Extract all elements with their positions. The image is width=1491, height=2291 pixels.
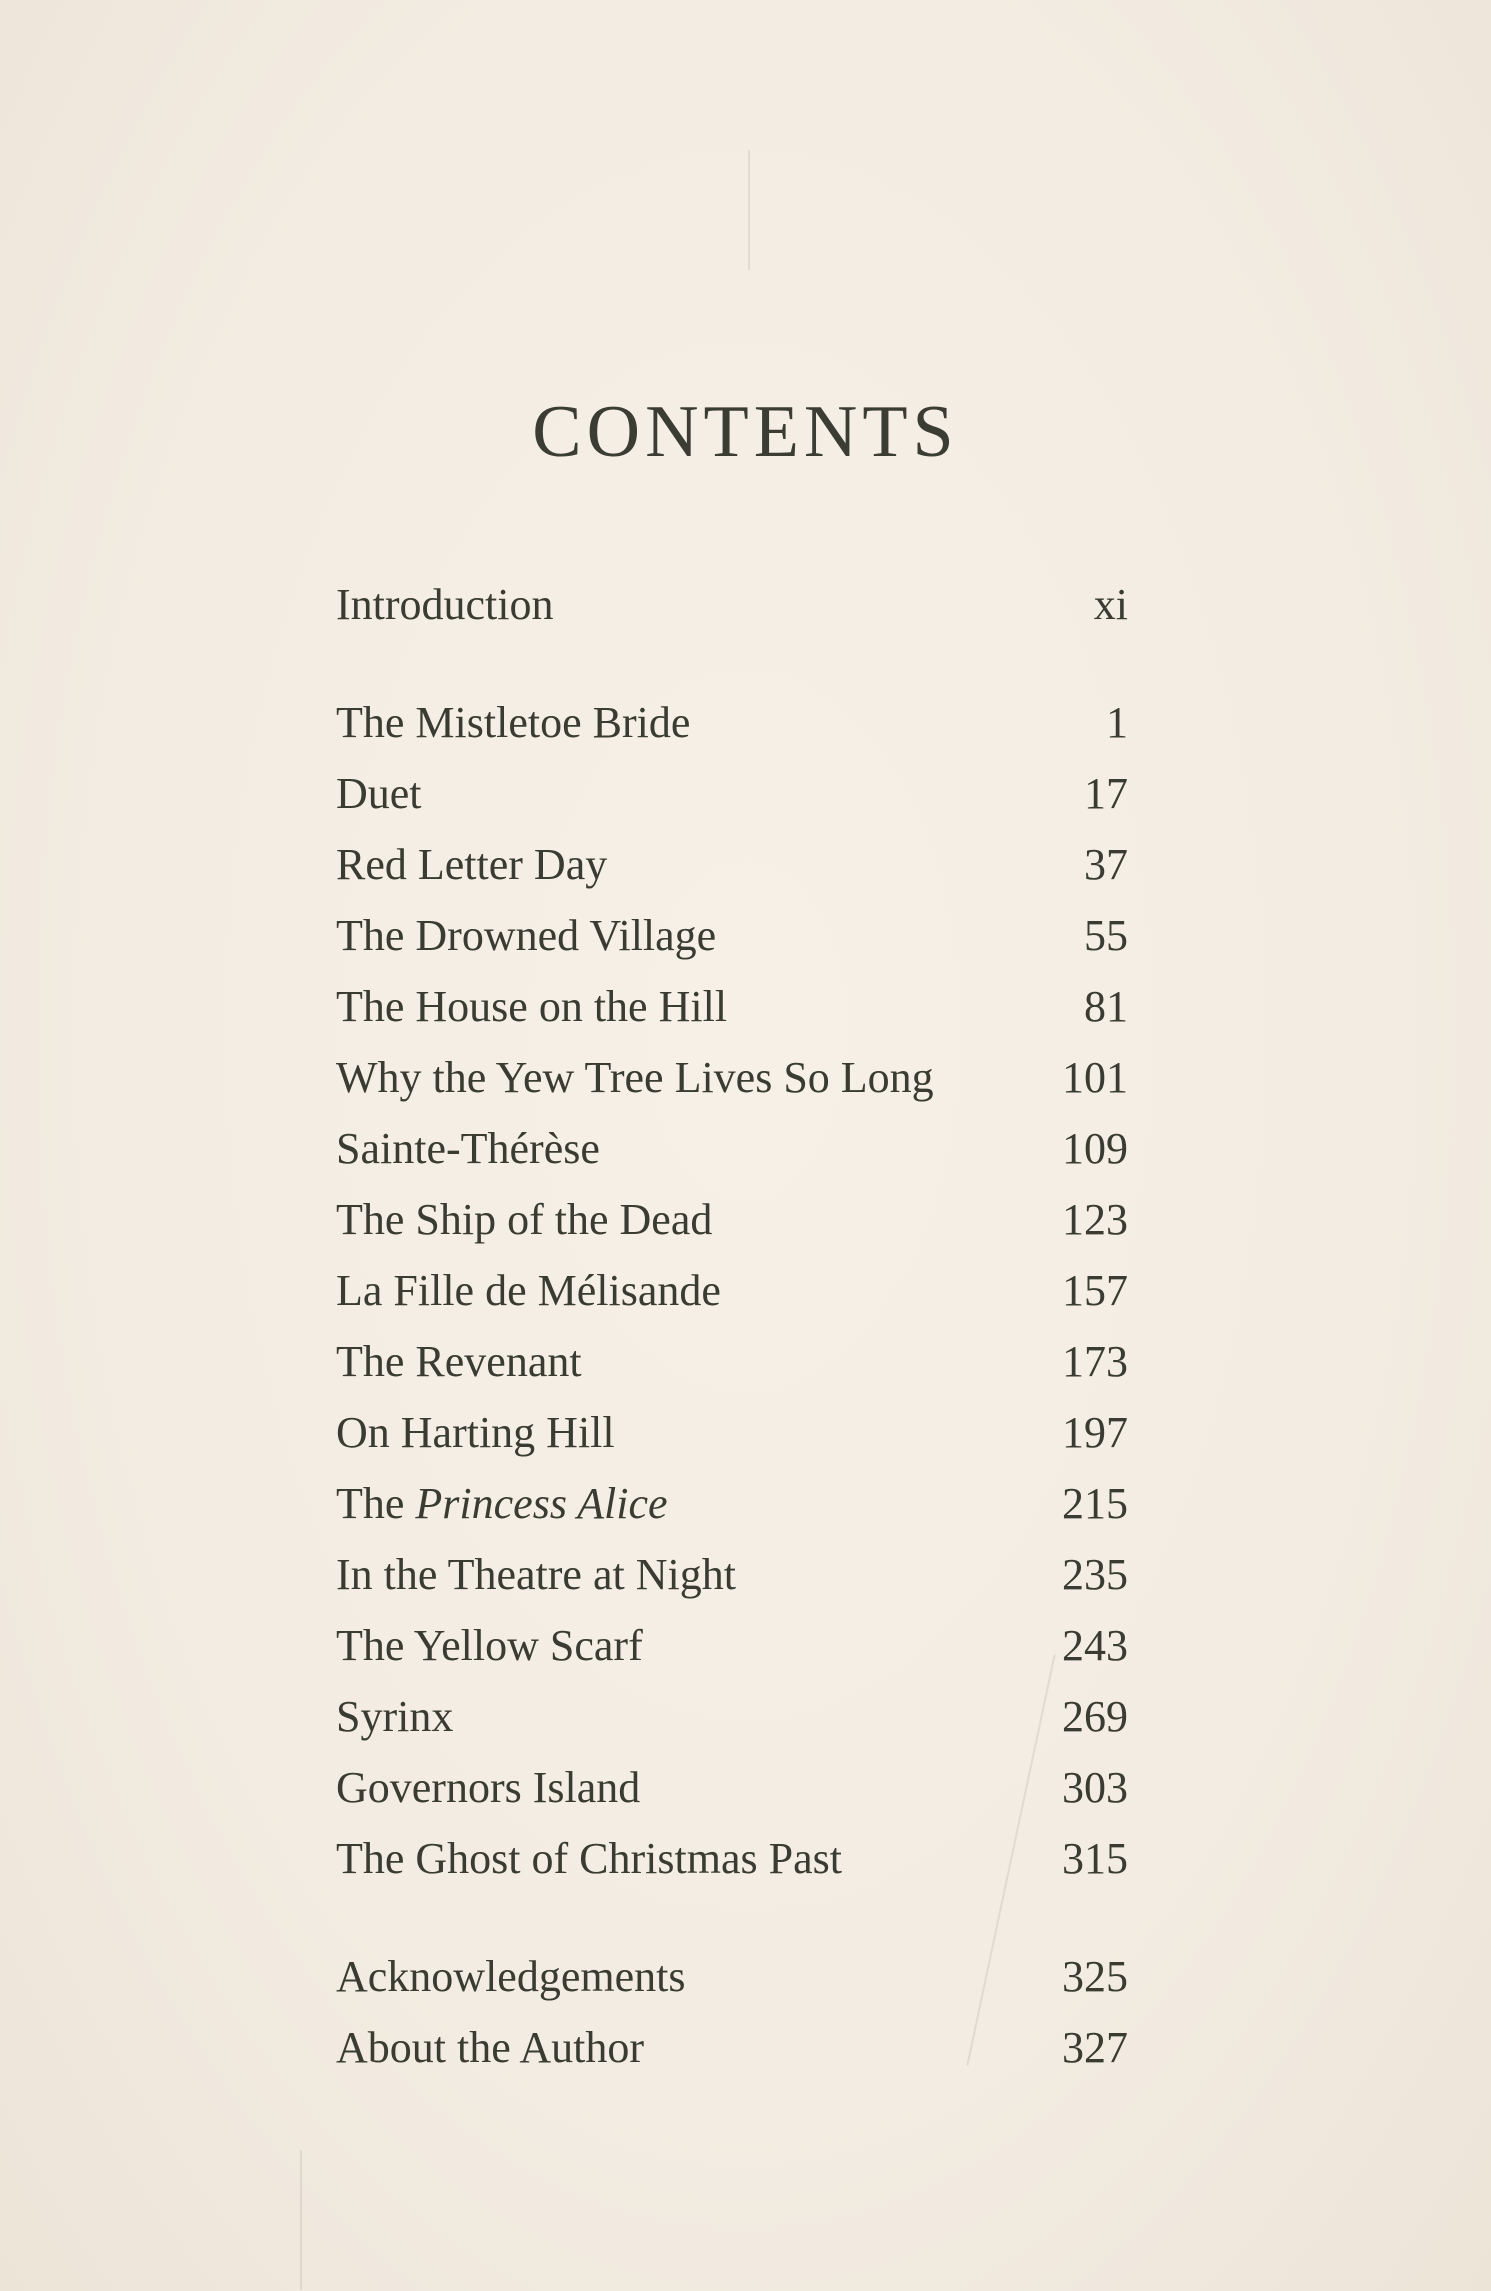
toc-entry-title: Introduction xyxy=(336,580,554,629)
page-crease xyxy=(300,2150,302,2290)
toc-entry-page: xi xyxy=(1093,580,1128,629)
toc-entry-page: 123 xyxy=(1062,1195,1128,1244)
toc-entry xyxy=(336,693,1128,753)
toc-entry-title: In the Theatre at Night xyxy=(336,1550,736,1599)
toc-entry xyxy=(336,835,1128,895)
toc-entry-page: 101 xyxy=(1062,1053,1128,1102)
toc-entry-page: 1 xyxy=(1106,698,1128,747)
toc-entry-page: 197 xyxy=(1062,1408,1128,1457)
toc-entry-page: 243 xyxy=(1062,1621,1128,1670)
toc-entry-title: Duet xyxy=(336,769,422,818)
toc-entry-title: Syrinx xyxy=(336,1692,454,1741)
toc-entry-title: The Yellow Scarf xyxy=(336,1621,643,1670)
toc-entry xyxy=(336,1119,1128,1179)
toc-entry-title: La Fille de Mélisande xyxy=(336,1266,721,1315)
toc-entry xyxy=(336,1474,1128,1534)
toc-entry-title: Sainte-Thérèse xyxy=(336,1124,600,1173)
toc-entry xyxy=(336,1829,1128,1889)
toc-entry xyxy=(336,977,1128,1037)
page-crease xyxy=(748,150,750,270)
toc-entry xyxy=(336,1190,1128,1250)
toc-entry-title: Governors Island xyxy=(336,1763,641,1812)
toc-entry xyxy=(336,1261,1128,1321)
toc-entry-page: 215 xyxy=(1062,1479,1128,1528)
toc-entry-title: The House on the Hill xyxy=(336,982,728,1031)
toc-entry-title: Why the Yew Tree Lives So Long xyxy=(336,1053,934,1102)
toc-entry-title: About the Author xyxy=(336,2023,644,2072)
toc-entry xyxy=(336,1687,1128,1747)
toc-entry xyxy=(336,1048,1128,1108)
toc-entry-page: 55 xyxy=(1084,911,1128,960)
toc-entry-title: The Ship of the Dead xyxy=(336,1195,713,1244)
toc-entry-title: The Mistletoe Bride xyxy=(336,698,691,747)
toc-entry-page: 303 xyxy=(1062,1763,1128,1812)
toc-entry-page: 109 xyxy=(1062,1124,1128,1173)
toc-entry-page: 157 xyxy=(1062,1266,1128,1315)
toc-entry-page: 327 xyxy=(1062,2023,1128,2072)
contents-heading: CONTENTS xyxy=(532,391,959,473)
toc-entry-acknowledgements xyxy=(336,1947,1128,2007)
toc-entry-page: 235 xyxy=(1062,1550,1128,1599)
toc-entry xyxy=(336,906,1128,966)
toc-entry xyxy=(336,764,1128,824)
toc-entry-about-author xyxy=(336,2018,1128,2078)
toc-entry-page: 315 xyxy=(1062,1834,1128,1883)
toc-entry xyxy=(336,1332,1128,1392)
toc-entry-page: 269 xyxy=(1062,1692,1128,1741)
toc-entry xyxy=(336,1758,1128,1818)
toc-entry-title: The Revenant xyxy=(336,1337,582,1386)
toc-entry-page: 81 xyxy=(1084,982,1128,1031)
toc-entry-page: 173 xyxy=(1062,1337,1128,1386)
toc-entry-title-italic: Princess Alice xyxy=(415,1479,668,1528)
toc-entry-title: The Drowned Village xyxy=(336,911,717,960)
toc-entry-title: The Ghost of Christmas Past xyxy=(336,1834,842,1883)
toc-entry xyxy=(336,1616,1128,1676)
toc-entry-page: 37 xyxy=(1084,840,1128,889)
toc-entry-page: 325 xyxy=(1062,1952,1128,2001)
toc-entry-title: On Harting Hill xyxy=(336,1408,615,1457)
toc-entry-title xyxy=(336,1474,668,1534)
toc-entry-title-prefix: The xyxy=(336,1479,416,1528)
toc-entry-introduction xyxy=(336,575,1128,635)
toc-entry-page: 17 xyxy=(1084,769,1128,818)
toc-entry xyxy=(336,1545,1128,1605)
toc-entry-title: Red Letter Day xyxy=(336,840,608,889)
toc-entry xyxy=(336,1403,1128,1463)
toc-entry-title: Acknowledgements xyxy=(336,1952,686,2001)
